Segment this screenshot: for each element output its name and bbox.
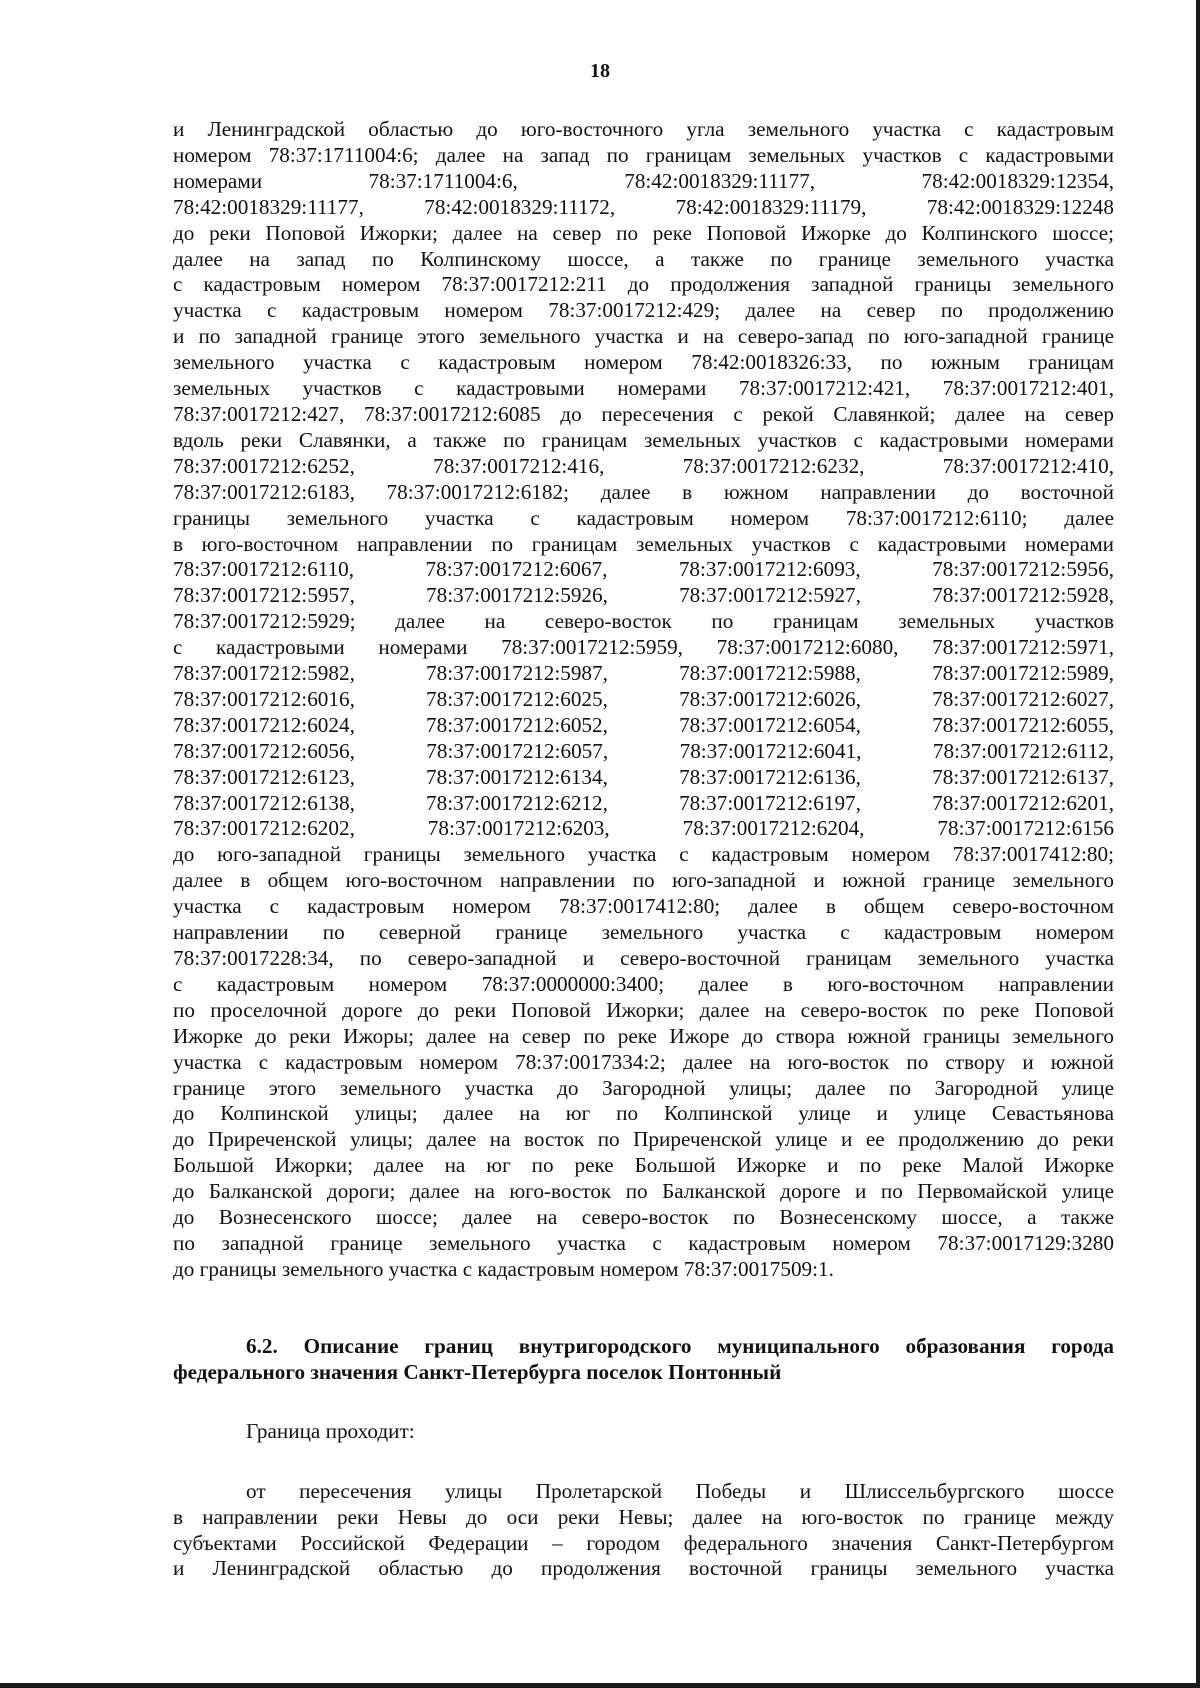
text-line: в юго-восточном направлении по границам земельных участков с кадастровыми номерами [173,531,1114,556]
section-heading: 6.2. Описание границ внутригородского муниципального образования города федерального значения Санкт-Петербурга поселок Понтонный [173,1333,1114,1384]
text-line: номерами 78:37:1711004:6, 78:42:0018329:11177, 78:42:0018329:12354, [173,168,1114,193]
text-line: земельных участков с кадастровыми номерами 78:37:0017212:421, 78:37:0017212:401, [173,376,1114,401]
text-line: 78:37:0017212:6138, 78:37:0017212:6212, 78:37:0017212:6197, 78:37:0017212:6201, [173,790,1114,815]
text-line: 78:37:0017212:6056, 78:37:0017212:6057, 78:37:0017212:6041, 78:37:0017212:6112, [173,738,1114,763]
text-line: по проселочной дороге до реки Поповой Ижорки; далее на северо-восток по реке Поповой [173,997,1114,1022]
text-line: до Вознесенского шоссе; далее на северо-восток по Вознесенскому шоссе, а также [173,1205,1114,1230]
text-line: 78:37:0017212:6110, 78:37:0017212:6067, 78:37:0017212:6093, 78:37:0017212:5956, [173,557,1114,582]
text-line: с кадастровым номером 78:37:0017212:211 до продолжения западной границы земельного [173,272,1114,297]
text-line: 78:37:0017212:6024, 78:37:0017212:6052, 78:37:0017212:6054, 78:37:0017212:6055, [173,712,1114,737]
text-line: 78:37:0017212:6123, 78:37:0017212:6134, 78:37:0017212:6136, 78:37:0017212:6137, [173,764,1114,789]
text-line: границе этого земельного участка до Загородной улицы; далее по Загородной улице [173,1075,1114,1100]
text-line: участка с кадастровым номером 78:37:0017412:80; далее в общем северо-восточном [173,894,1114,919]
text-line: 78:37:0017212:5982, 78:37:0017212:5987, 78:37:0017212:5988, 78:37:0017212:5989, [173,661,1114,686]
text-line: 78:42:0018329:11177, 78:42:0018329:11172, 78:42:0018329:11179, 78:42:0018329:12248 [173,194,1114,219]
page-number: 18 [590,60,610,82]
text-line: и по западной границе этого земельного участка и на северо-запад по юго-западной границе [173,324,1114,349]
text-line: и Ленинградской областью до продолжения восточной границы земельного участка [173,1556,1114,1581]
text-line: с кадастровыми номерами 78:37:0017212:5959, 78:37:0017212:6080, 78:37:0017212:5971, [173,635,1114,660]
text-line: Ижорке до реки Ижоры; далее на север по реке Ижоре до створа южной границы земельного [173,1023,1114,1048]
text-line: участка с кадастровым номером 78:37:0017334:2; далее на юго-восток по створу и южной [173,1049,1114,1074]
document-body [173,117,1114,1582]
text-line: с кадастровым номером 78:37:0000000:3400; далее в юго-восточном направлении [173,971,1114,996]
text-line: границы земельного участка с кадастровым номером 78:37:0017212:6110; далее [173,505,1114,530]
text-line: в направлении реки Невы до оси реки Невы; далее на юго-восток по границе между [173,1504,1114,1529]
text-line: и Ленинградской областью до юго-восточного угла земельного участка с кадастровым [173,117,1114,141]
continued-paragraph [173,117,1114,1283]
boundary-description-paragraph [173,1479,1114,1583]
text-line: 78:37:0017212:5929; далее на северо-восток по границам земельных участков [173,609,1114,634]
text-line: 78:37:0017212:6183, 78:37:0017212:6182; далее в южном направлении до восточной [173,479,1114,504]
text-line: далее в общем юго-восточном направлении по юго-западной и южной границе земельного [173,868,1114,893]
text-line: по западной границе земельного участка с кадастровым номером 78:37:0017129:3280 [173,1230,1114,1255]
text-line: до границы земельного участка с кадастровым номером 78:37:0017509:1. [173,1256,834,1281]
text-line: 78:37:0017212:6016, 78:37:0017212:6025, 78:37:0017212:6026, 78:37:0017212:6027, [173,686,1114,711]
text-line: 78:37:0017212:5957, 78:37:0017212:5926, 78:37:0017212:5927, 78:37:0017212:5928, [173,583,1114,608]
boundary-intro: Граница проходит: [246,1418,415,1443]
text-line: направлении по северной границе земельного участка с кадастровым номером [173,920,1114,945]
text-line: до Колпинской улицы; далее на юг по Колпинской улице и улице Севастьянова [173,1101,1114,1126]
text-line: участка с кадастровым номером 78:37:0017212:429; далее на север по продолжению [173,298,1114,323]
text-line: до реки Поповой Ижорки; далее на север по реке Поповой Ижорке до Колпинского шоссе; [173,220,1114,245]
text-line: субъектами Российской Федерации – городом федерального значения Санкт-Петербургом [173,1530,1114,1555]
text-line: Большой Ижорки; далее на юг по реке Большой Ижорке и по реке Малой Ижорке [173,1153,1114,1178]
text-line: 78:37:0017212:427, 78:37:0017212:6085 до пересечения с рекой Славянкой; далее на север [173,401,1114,426]
text-line: до Приреченской улицы; далее на восток по Приреченской улице и ее продолжению до реки [173,1127,1114,1152]
text-line: далее на запад по Колпинскому шоссе, а также по границе земельного участка [173,246,1114,271]
text-line: номером 78:37:1711004:6; далее на запад по границам земельных участков с кадастровыми [173,142,1114,167]
text-line: до юго-западной границы земельного участка с кадастровым номером 78:37:0017412:80; [173,842,1114,867]
text-line: от пересечения улицы Пролетарской Победы и Шлиссельбургского шоссе [246,1478,1114,1503]
text-line: земельного участка с кадастровым номером 78:42:0018326:33, по южным границам [173,350,1114,375]
text-line: 78:37:0017212:6202, 78:37:0017212:6203, 78:37:0017212:6204, 78:37:0017212:6156 [173,816,1114,841]
text-line: 78:37:0017228:34, по северо-западной и северо-восточной границам земельного участка [173,946,1114,970]
scan-edge-bottom [0,1683,1200,1688]
text-line: вдоль реки Славянки, а также по границам земельных участков с кадастровыми номерами [173,427,1114,452]
text-line: 78:37:0017212:6252, 78:37:0017212:416, 78:37:0017212:6232, 78:37:0017212:410, [173,453,1114,478]
text-line: до Балканской дороги; далее на юго-восток по Балканской дороге и по Первомайской улице [173,1179,1114,1204]
scan-edge-right [1196,0,1200,1688]
